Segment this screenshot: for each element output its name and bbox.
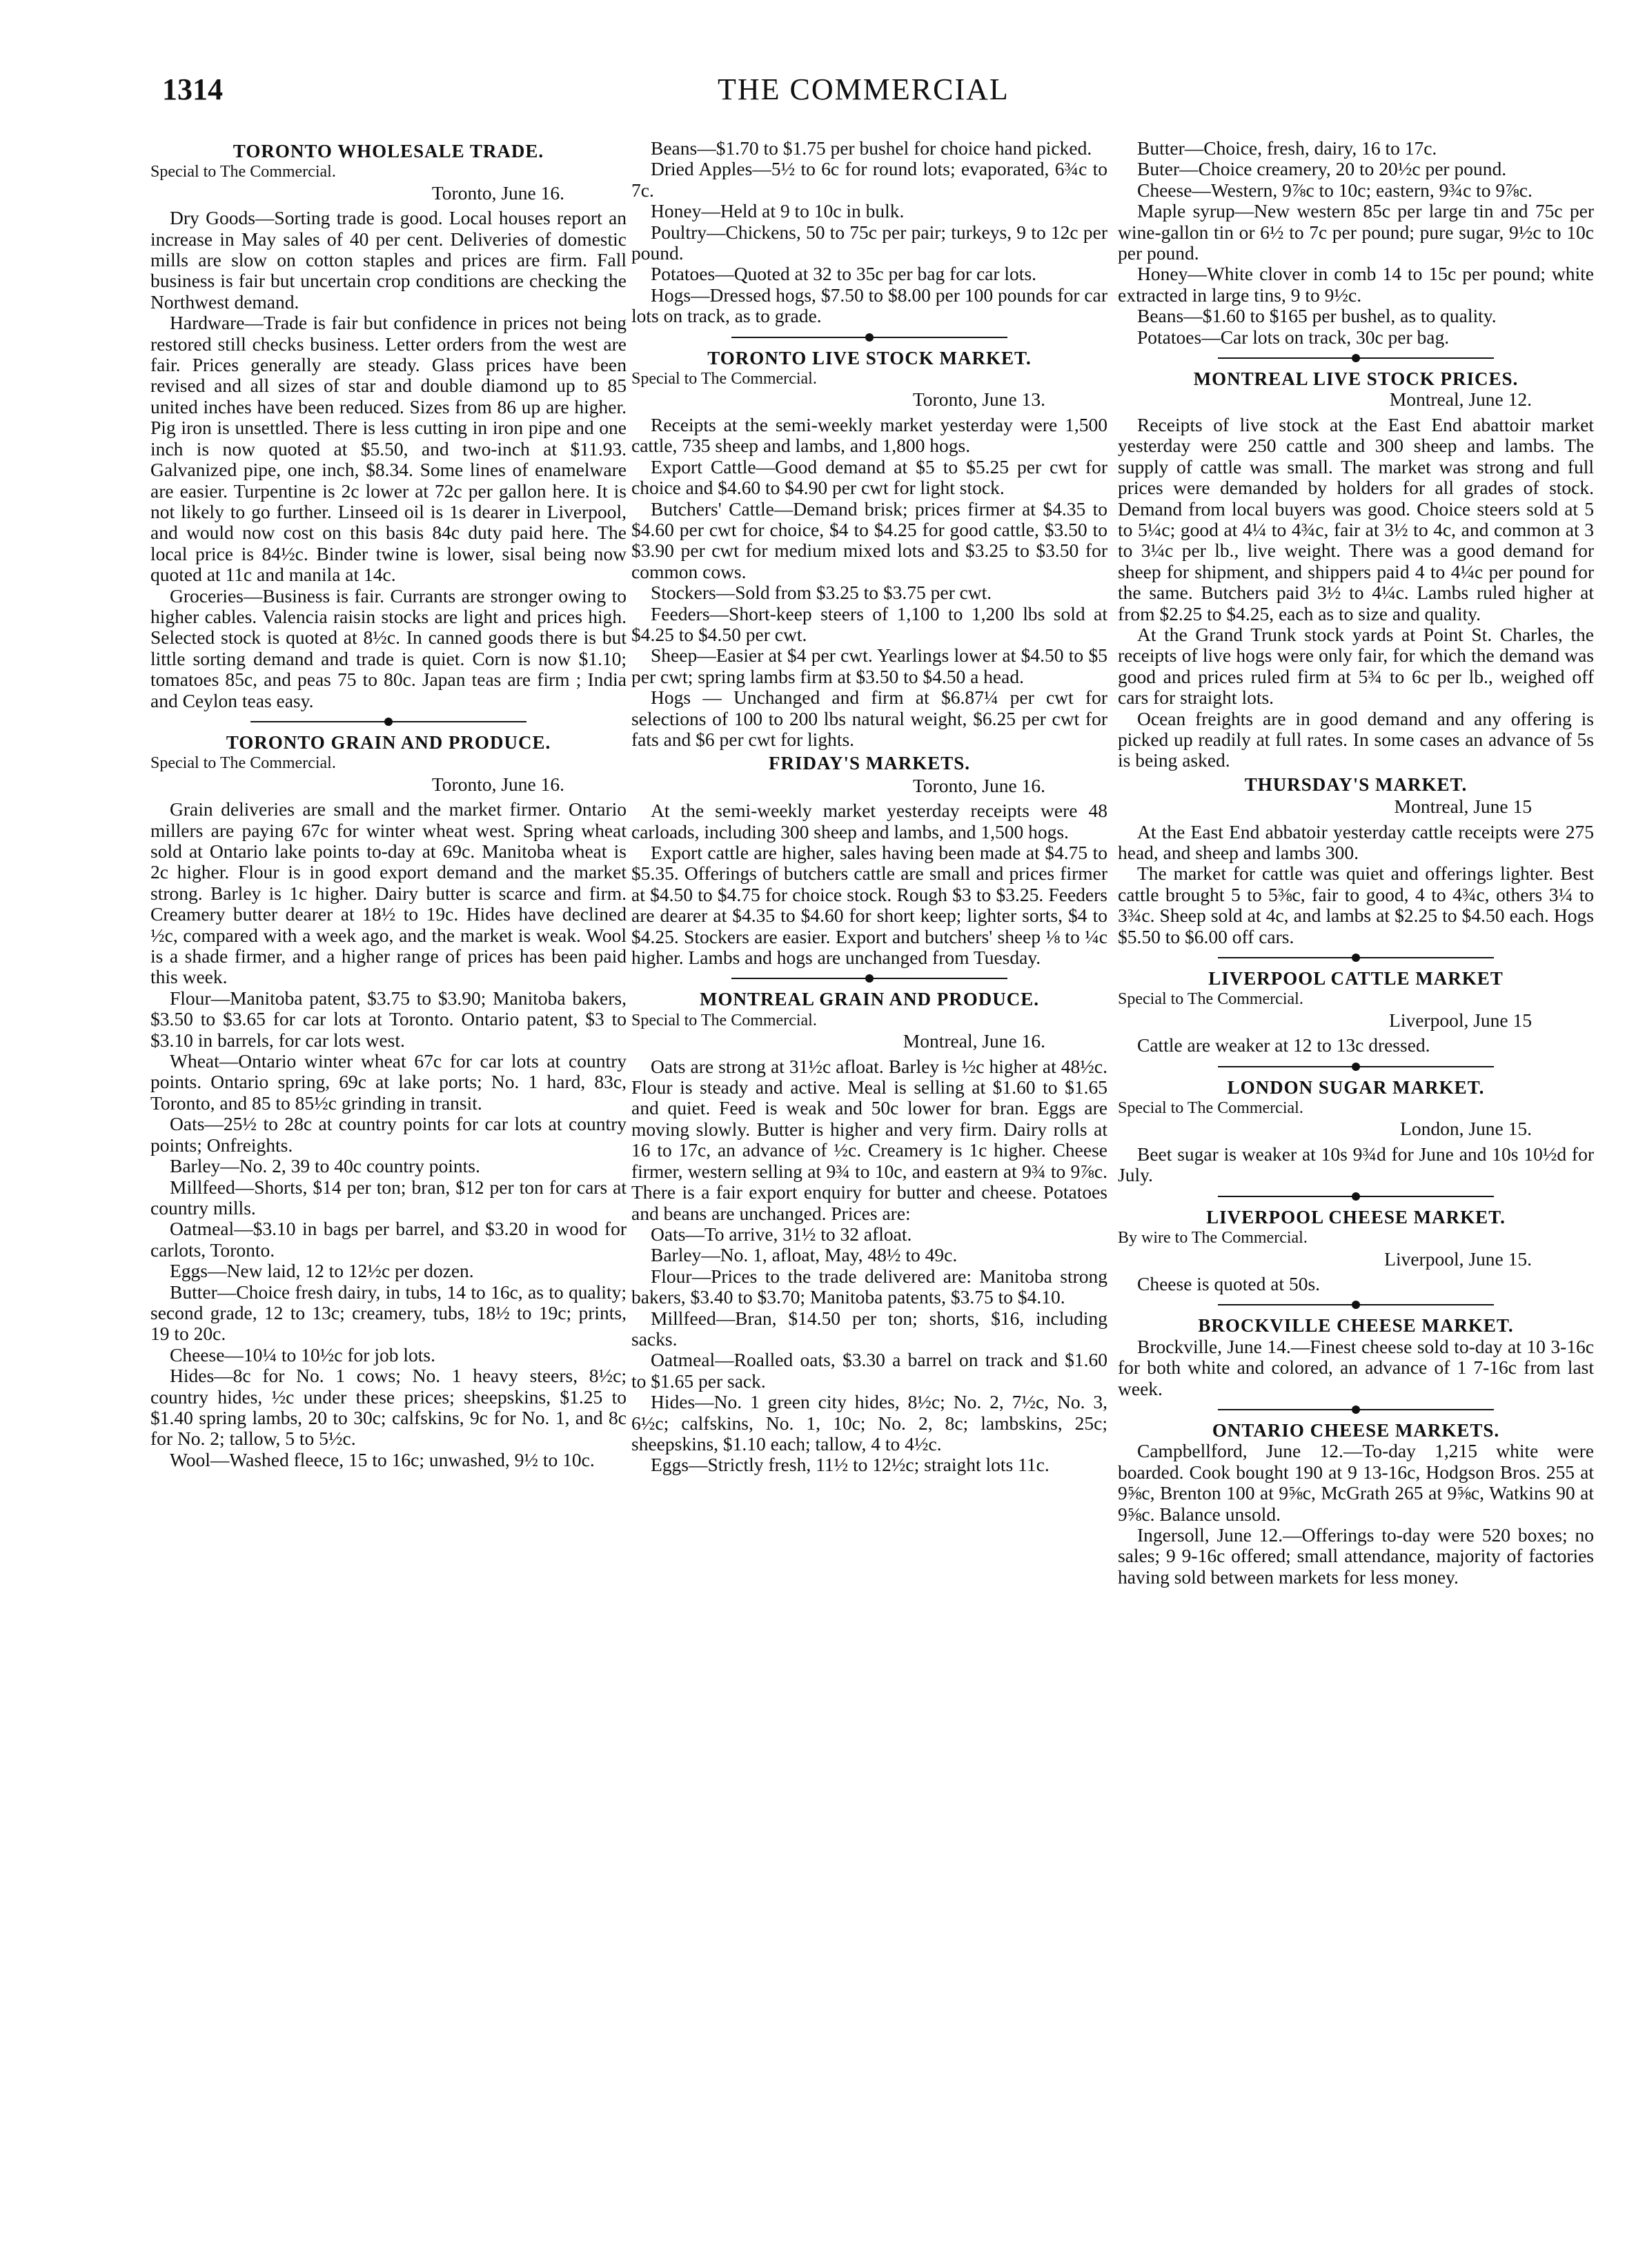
article-paragraph: Millfeed—Shorts, $14 per ton; bran, $12 per ton for cars at country mills. (150, 1176, 627, 1219)
article-paragraph: Poultry—Chickens, 50 to 75c per pair; turkeys, 9 to 12c per pound. (631, 221, 1107, 264)
article-headline: LIVERPOOL CATTLE MARKET (1208, 968, 1504, 989)
article-paragraph: Buter—Choice creamery, 20 to 20½c per pound. (1137, 158, 1507, 180)
article-paragraph: Campbellford, June 12.—To-day 1,215 white were boarded. Cook bought 190 at 9 13-16c, Hodgson Bros. 255 at 9⅝c, Brenton 100 at 9⅝c, McGrath 265 at 9⅝c, Watkins 90 at 9⅝c. Balance unsold. (1118, 1440, 1594, 1525)
section-divider-rule (1218, 1304, 1494, 1305)
article-dateline: Toronto, June 16. (431, 181, 564, 204)
divider-ornament-icon (865, 333, 874, 342)
article-byline: Special to The Commercial. (1118, 1099, 1303, 1118)
article-section (631, 348, 1107, 969)
article-byline: Special to The Commercial. (631, 1011, 817, 1029)
article-paragraph: Cattle are weaker at 12 to 13c dressed. (1137, 1034, 1430, 1056)
article-paragraph: Hides—8c for No. 1 cows; No. 1 heavy steers, 8½c; country hides, ½c under these prices; sheepskins, $1.25 to $1.40 spring lambs, 20 to 30c; calfskins, 9c for No. 1, and 8c for No. 2; tallow, 5 to 5½c. (150, 1365, 627, 1450)
article-paragraph: Flour—Prices to the trade delivered are: Manitoba strong bakers, $3.40 to $3.70; Manitoba patents, $3.75 to $4.10. (631, 1265, 1107, 1308)
article-dateline: Montreal, June 16. (903, 1030, 1045, 1052)
article-paragraph: Oats are strong at 31½c afloat. Barley is ½c higher at 48½c. Flour is steady and active. Meal is selling at $1.60 to $1.65 and quiet. Feed is weak and 50c lower for bran. Eggs are moving slowly. Butter is higher and very firm. Dairy rolls at 16 to 17c, an advance of ½c. Creamery is 1c higher. Cheese firmer, western selling at 9¾ to 10c, and eastern at 9¾ to 9⅞c. There is a fair export enquiry for butter and cheese. Potatoes and beans are unchanged. Prices are: (631, 1055, 1107, 1224)
article-paragraph: Groceries—Business is fair. Currants are stronger owing to higher cables. Valencia raisin stocks are light and prices high. Selected stock is quoted at 8½c. In canned goods there is but little sorting demand and trade is quiet. Corn is now $1.10; tomatoes 85c, and peas 75 to 80c. Japan teas are firm ; India and Ceylon teas easy. (150, 584, 627, 711)
article-paragraph: Flour—Manitoba patent, $3.75 to $3.90; Manitoba bakers, $3.50 to $3.65 for car lots at Toronto. Ontario patent, $3 to $3.10 in barrels, for car lots west. (150, 987, 627, 1051)
article-paragraph: Beans—$1.70 to $1.75 per bushel for choice hand picked. (651, 138, 1092, 159)
article-paragraph: Hardware—Trade is fair but confidence in prices not being restored still checks business. Letter orders from the west are fair. Prices generally are steady. Glass prices have been revised and all sizes of star and double diamond up to 85 united inches have been reduced. Sizes from 86 up are higher. Pig iron is unsettled. There is less cutting in iron pipe and one inch is now quoted at $5.50, and two-inch at $11.93. Galvanized pipe, one inch, $8.34. Some lines of enamelware are easier. Turpentine is 2c lower at 72c per gallon here. It is not likely to go further. Linseed oil is 1s dearer in Liverpool, and would now cost on this basis 84c duty paid here. The local price is 84½c. Binder twine is lower, sisal being now quoted at 11c and manila at 14c. (150, 312, 627, 586)
article-section (150, 141, 627, 711)
article-paragraph: Receipts of live stock at the East End abattoir market yesterday were 250 cattle and 300 sheep and lambs. The supply of cattle was small. The market was strong and full prices were demanded by holders for all grades of stock. Demand from local buyers was good. Choice steers sold at 5 to 5¼c; good at 4¼ to 4¾c, fair at 3½ to 4c, and common at 3 to 3¼c per lb., live weight. There was a good demand for sheep for shipment, and shippers paid 4 to 4¼c per pound for the same. Butchers paid 3½ to 4¼c. Lambs ruled higher at from $2.25 to $4.25, each as to size and quality. (1118, 413, 1594, 624)
page-number: 1314 (162, 72, 223, 106)
article-paragraph: Export Cattle—Good demand at $5 to $5.25 per cwt for choice and $4.60 to $4.90 per cwt for light stock. (631, 455, 1107, 499)
article-dateline: Toronto, June 13. (912, 388, 1045, 411)
article-paragraph: Eggs—Strictly fresh, 11½ to 12½c; straight lots 11c. (651, 1454, 1050, 1476)
article-dateline: Toronto, June 16. (431, 773, 564, 795)
article-paragraph: Hogs — Unchanged and firm at $6.87¼ per cwt for selections of 100 to 200 lbs natural weight, $6.25 per cwt for fats and $6 per cwt for lights. (631, 687, 1107, 750)
article-paragraph: Brockville, June 14.—Finest cheese sold to-day at 10 3-16c for both white and colored, an advance of 1 7-16c from last week. (1118, 1335, 1594, 1399)
article-paragraph: Oats—25½ to 28c at country points for car lots at country points; Onfreights. (150, 1113, 627, 1156)
article-paragraph: Oatmeal—$3.10 in bags per barrel, and $3.20 in wood for carlots, Toronto. (150, 1218, 627, 1261)
article-paragraph: Grain deliveries are small and the market firmer. Ontario millers are paying 67c for winter wheat west. Spring wheat sold at Ontario lake points to-day at 69c. Manitoba wheat is 2c higher. Flour is in good export demand and the market strong. Barley is 1c higher. Dairy butter is scarce and firm. Creamery butter dearer at 18½ to 19c. Hides have declined ½c, compared with a week ago, and the market is weak. Wool is a shade firmer, and a higher range of prices has been paid this week. (150, 798, 627, 988)
article-byline: Special to The Commercial. (1118, 990, 1303, 1009)
article-headline: MONTREAL GRAIN AND PRODUCE. (699, 989, 1040, 1010)
article-paragraph: Eggs—New laid, 12 to 12½c per dozen. (170, 1260, 474, 1282)
article-section (631, 138, 1107, 327)
article-paragraph: Wheat—Ontario winter wheat 67c for car lots at country points. Ontario spring, 69c at lake ports; No. 1 hard, 83c, Toronto, and 85 to 85½c grinding in transit. (150, 1050, 627, 1114)
article-byline: Special to The Commercial. (150, 754, 336, 773)
article-section (1118, 368, 1594, 947)
article-paragraph: At the semi-weekly market yesterday receipts were 48 carloads, including 300 sheep and lambs, and 1,500 hogs. (631, 800, 1107, 842)
article-dateline: Montreal, June 12. (1389, 388, 1532, 411)
article-headline: TORONTO LIVE STOCK MARKET. (707, 347, 1032, 368)
column-2 (631, 138, 1107, 1483)
article-paragraph: Dry Goods—Sorting trade is good. Local houses report an increase in May sales of 40 per cent. Deliveries of domestic mills are slow on cotton staples and prices are firm. Fall business is fair but uncertain crop conditions are checking the Northwest demand. (150, 207, 627, 313)
section-divider-rule (1218, 357, 1494, 359)
article-headline: LONDON SUGAR MARKET. (1227, 1076, 1485, 1098)
article-headline: TORONTO GRAIN AND PRODUCE. (226, 731, 551, 753)
article-section (1118, 968, 1594, 1056)
divider-ornament-icon (1352, 954, 1360, 962)
article-section (1118, 1420, 1594, 1588)
article-subheadline: FRIDAY'S MARKETS. (768, 753, 971, 774)
divider-ornament-icon (1352, 1063, 1360, 1071)
article-paragraph: The market for cattle was quiet and offerings lighter. Best cattle brought 5 to 5⅜c, fair to good, 4 to 4¾c, others 3¼ to 3¾c. Sheep sold at 4c, and lambs at $2.25 to $4.50 each. Hogs $5.50 to $6.00 off cars. (1118, 862, 1594, 947)
article-byline: By wire to The Commercial. (1118, 1229, 1308, 1248)
article-headline: TORONTO WHOLESALE TRADE. (233, 141, 544, 161)
article-paragraph: Butchers' Cattle—Demand brisk; prices firmer at $4.35 to $4.60 per cwt for choice, $4 to $4.25 for good cattle, $3.50 to $3.90 per cwt for medium mixed lots and $3.25 to $3.50 for common cows. (631, 497, 1107, 582)
article-paragraph: Beans—$1.60 to $165 per bushel, as to quality. (1137, 305, 1497, 327)
divider-ornament-icon (1352, 354, 1360, 362)
article-paragraph: Ocean freights are in good demand and any offering is picked up readily at full rates. In some cases an advance of 5s is being asked. (1118, 707, 1594, 771)
divider-ornament-icon (1352, 1406, 1360, 1414)
article-dateline: London, June 15. (1400, 1118, 1532, 1140)
article-paragraph: Honey—Held at 9 to 10c in bulk. (651, 200, 905, 222)
article-paragraph: Feeders—Short-keep steers of 1,100 to 1,200 lbs sold at $4.25 to $4.50 per cwt. (631, 602, 1107, 645)
article-section (1118, 1315, 1594, 1399)
article-paragraph: Cheese—10¼ to 10½c for job lots. (170, 1343, 435, 1365)
divider-ornament-icon (865, 974, 874, 983)
article-paragraph: Cheese is quoted at 50s. (1137, 1272, 1321, 1294)
article-paragraph: Butter—Choice fresh dairy, in tubs, 14 to 16c, as to quality; second grade, 12 to 13c; creamery, tubs, 18½ to 19c; prints, 19 to 20c. (150, 1281, 627, 1345)
divider-ornament-icon (1352, 1192, 1360, 1201)
article-subheadline: THURSDAY'S MARKET. (1244, 773, 1468, 795)
article-paragraph: Oatmeal—Roalled oats, $3.30 a barrel on track and $1.60 to $1.65 per sack. (631, 1349, 1107, 1392)
section-divider-rule (1218, 957, 1494, 958)
article-headline: MONTREAL LIVE STOCK PRICES. (1193, 368, 1519, 390)
article-paragraph: Honey—White clover in comb 14 to 15c per pound; white extracted in large tins, 9 to 9½c. (1118, 263, 1594, 306)
article-paragraph: Receipts at the semi-weekly market yesterday were 1,500 cattle, 735 sheep and lambs, and 1,800 hogs. (631, 413, 1107, 457)
article-paragraph: Hogs—Dressed hogs, $7.50 to $8.00 per 100 pounds for car lots on track, as to grade. (631, 284, 1107, 327)
article-headline: ONTARIO CHEESE MARKETS. (1212, 1419, 1500, 1441)
article-paragraph: At the Grand Trunk stock yards at Point St. Charles, the receipts of live hogs were only fair, for which the demand was good and prices ruled firm at 5¾ to 6c per lb., weighed off cars for straight lots. (1118, 623, 1594, 709)
article-paragraph: Oats—To arrive, 31½ to 32 afloat. (651, 1223, 912, 1245)
section-divider-rule (731, 978, 1007, 979)
article-paragraph: Cheese—Western, 9⅞c to 10c; eastern, 9¾c to 9⅞c. (1137, 179, 1533, 201)
article-paragraph: Hides—No. 1 green city hides, 8½c; No. 2, 7½c, No. 3, 6½c; calfskins, No. 1, 10c; No. 2, 8c; lambskins, 25c; sheepskins, $1.10 each; tallow, 4 to 4½c. (631, 1391, 1107, 1455)
article-section (150, 732, 627, 1470)
section-divider-rule (250, 721, 526, 722)
article-paragraph: Dried Apples—5½ to 6c for round lots; evaporated, 6¾c to 7c. (631, 158, 1107, 201)
article-section (631, 989, 1107, 1475)
masthead-title: THE COMMERCIAL (718, 72, 1009, 106)
article-paragraph: Potatoes—Car lots on track, 30c per bag. (1137, 326, 1450, 348)
article-paragraph: Stockers—Sold from $3.25 to $3.75 per cwt. (651, 582, 992, 604)
article-headline: LIVERPOOL CHEESE MARKET. (1206, 1206, 1506, 1227)
section-divider-rule (1218, 1409, 1494, 1410)
article-paragraph: Beet sugar is weaker at 10s 9¾d for June and 10s 10½d for July. (1118, 1143, 1594, 1186)
section-divider-rule (1218, 1196, 1494, 1197)
article-paragraph: Barley—No. 1, afloat, May, 48½ to 49c. (651, 1244, 958, 1266)
article-byline: Special to The Commercial. (150, 163, 336, 181)
section-divider-rule (731, 337, 1007, 338)
article-byline: Special to The Commercial. (631, 370, 817, 388)
section-divider-rule (1218, 1066, 1494, 1067)
article-paragraph: Barley—No. 2, 39 to 40c country points. (170, 1155, 480, 1177)
article-paragraph: Maple syrup—New western 85c per large tin and 75c per wine-gallon tin or 6½ to 7c per pound; pure sugar, 9½c to 10c per pound. (1118, 200, 1594, 264)
article-paragraph: Potatoes—Quoted at 32 to 35c per bag for car lots. (651, 263, 1037, 285)
article-paragraph: Sheep—Easier at $4 per cwt. Yearlings lower at $4.50 to $5 per cwt; spring lambs firm at $3.50 to $4.50 a head. (631, 644, 1107, 687)
article-section (1118, 138, 1594, 348)
article-subdateline: Montreal, June 15 (1394, 796, 1532, 818)
article-paragraph: Export cattle are higher, sales having been made at $4.75 to $5.35. Offerings of butchers cattle are small and prices firmer at $4.50 to $4.75 for choice stock. Rough $3 to $3.25. Feeders are dearer at $4.35 to $4.60 for short keep; lighter sorts, $4 to $4.25. Stockers are easier. Export and butchers' sheep ⅛ to ¼c higher. Lambs and hogs are unchanged from Tuesday. (631, 842, 1107, 969)
article-paragraph: Ingersoll, June 12.—Offerings to-day were 520 boxes; no sales; 9 9-16c offered; small attendance, majority of factories having sold between markets for less money. (1118, 1523, 1594, 1588)
article-dateline: Liverpool, June 15 (1389, 1009, 1532, 1031)
article-headline: BROCKVILLE CHEESE MARKET. (1198, 1315, 1514, 1337)
divider-ornament-icon (1352, 1301, 1360, 1309)
article-subdateline: Toronto, June 16. (912, 774, 1045, 796)
article-section (1118, 1207, 1594, 1295)
article-paragraph: Millfeed—Bran, $14.50 per ton; shorts, $16, including sacks. (631, 1307, 1107, 1350)
divider-ornament-icon (384, 718, 393, 726)
column-1 (150, 138, 627, 1477)
article-dateline: Liverpool, June 15. (1384, 1248, 1532, 1270)
article-paragraph: Wool—Washed fleece, 15 to 16c; unwashed, 9½ to 10c. (170, 1448, 595, 1470)
article-paragraph: At the East End abbatoir yesterday cattle receipts were 275 head, and sheep and lambs 300. (1118, 820, 1594, 863)
column-3 (1118, 138, 1594, 1595)
article-section (1118, 1077, 1594, 1186)
article-paragraph: Butter—Choice, fresh, dairy, 16 to 17c. (1137, 138, 1437, 159)
